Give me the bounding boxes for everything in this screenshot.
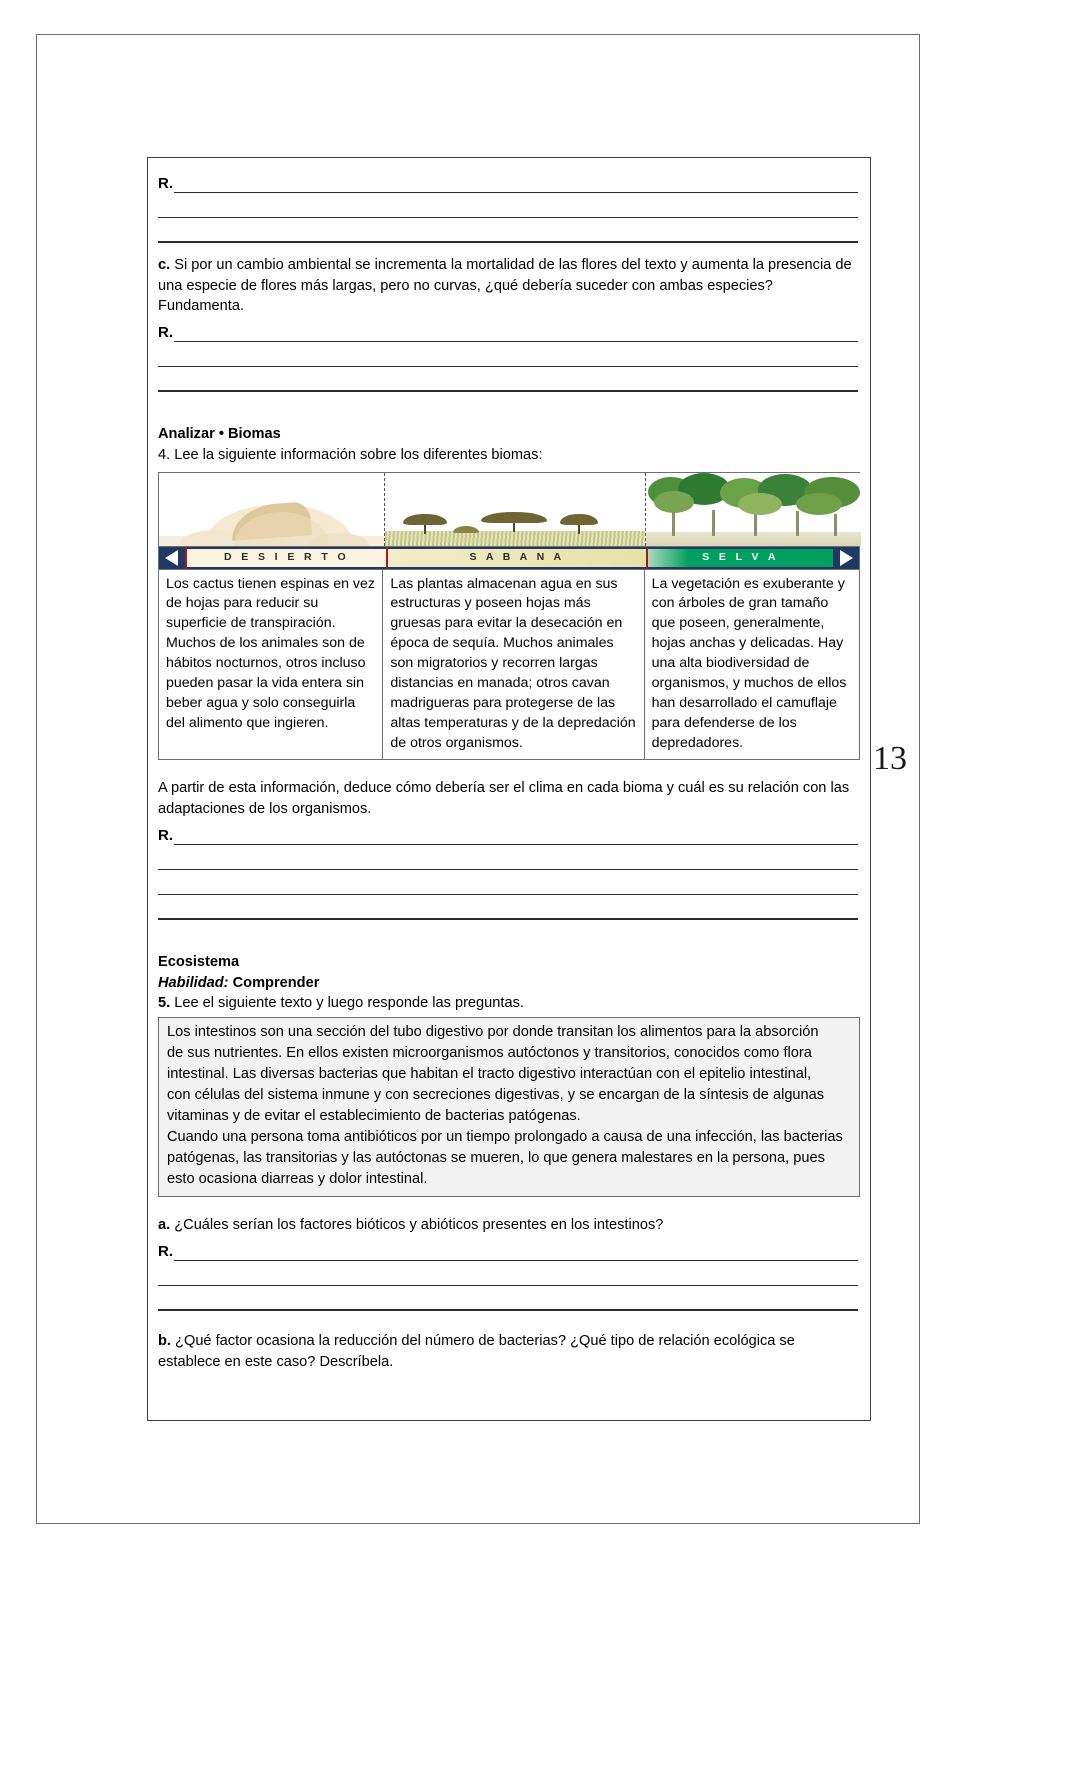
ecosistema-heading: Ecosistema <box>158 953 240 970</box>
reading-passage-box <box>158 1017 860 1197</box>
spacer <box>158 1197 858 1215</box>
answer-writing-line[interactable] <box>158 898 858 920</box>
answer-line[interactable] <box>158 845 858 870</box>
biome-label-selva: S E L V A <box>648 547 833 569</box>
habilidad-value: Comprender <box>232 974 320 991</box>
question-b-text: ¿Qué factor ocasiona la reducción del número de bacterias? ¿Qué tipo de relación ecológica se establece en este caso? Descríbela. <box>158 1332 795 1370</box>
answer-line[interactable] <box>158 193 858 218</box>
answer-line[interactable] <box>158 895 858 920</box>
spacer <box>158 760 858 778</box>
tree-trunk-icon <box>712 510 715 536</box>
biome-gradient-bar <box>159 546 859 569</box>
answer-line[interactable] <box>158 870 858 895</box>
answer-label: R. <box>158 826 173 844</box>
question-c <box>158 255 858 317</box>
answer-line[interactable] <box>158 820 858 845</box>
reading-line: Los intestinos son una sección del tubo digestivo por donde transitan los alimentos para la absorción <box>167 1024 819 1041</box>
answer-label: R. <box>158 324 173 342</box>
reading-line: Cuando una persona toma antibióticos por un tiempo prolongado a causa de una infección, las bacterias <box>167 1129 843 1146</box>
answer-writing-line[interactable] <box>158 197 858 218</box>
answer-line[interactable] <box>158 1261 858 1286</box>
arrow-right-icon <box>833 547 859 569</box>
answer-line[interactable] <box>158 367 858 392</box>
canopy-icon <box>796 493 842 515</box>
question-b <box>158 1331 858 1372</box>
reading-line: con células del sistema inmune y con secreciones digestivas, y se encargan de la síntesis de algunas vitaminas y de evitar el establecimiento de bacterias patógenas. <box>167 1087 825 1125</box>
answer-writing-line[interactable] <box>158 1289 858 1311</box>
analizar-instruction: 4. Lee la siguiente información sobre los diferentes biomas: <box>158 446 543 463</box>
tree-trunk-icon <box>834 514 837 536</box>
spacer <box>158 245 858 255</box>
answer-block-top <box>158 168 858 243</box>
answer-label: R. <box>158 1242 173 1260</box>
answer-writing-line[interactable] <box>158 1265 858 1286</box>
biome-description-selva: La vegetación es exuberante y con árboles de gran tamaño que poseen, generalmente, hojas anchas y delicadas. Hay una alta biodiversidad de organismos, y muchos de ellos han desarrollado el camuflaje para defenderse de los depredadores. <box>651 575 847 751</box>
question-c-text: Si por un cambio ambiental se incrementa la mortalidad de las flores del texto y aumenta la presencia de una especie de flores más largas, pero no curvas, ¿qué debería suceder con ambas especies? Fundamenta. <box>158 257 852 315</box>
answer-writing-line[interactable] <box>158 221 858 243</box>
habilidad-line <box>158 973 858 994</box>
answer-line[interactable] <box>158 342 858 367</box>
answer-line[interactable] <box>158 1236 858 1261</box>
tree-trunk-icon <box>796 511 799 536</box>
spacer <box>158 922 858 952</box>
spacer <box>158 394 858 424</box>
answer-label: R. <box>158 175 173 192</box>
answer-writing-line[interactable] <box>174 175 858 193</box>
desert-illustration <box>159 473 384 546</box>
page-number: 13 <box>873 740 907 777</box>
ecosistema-instruction-text: Lee el siguiente texto y luego responde las preguntas. <box>174 995 524 1012</box>
deduction-text: A partir de esta información, deduce cómo debería ser el clima en cada bioma y cuál es su relación con las adaptaciones de los organismos. <box>158 780 850 818</box>
ecosistema-instruction <box>158 993 858 1014</box>
rainforest-illustration <box>645 473 861 546</box>
biome-label-desierto: D E S I E R T O <box>187 547 386 569</box>
answer-writing-line[interactable] <box>158 849 858 870</box>
spacer <box>158 1313 858 1331</box>
question-b-marker: b. <box>158 1332 171 1349</box>
answer-writing-line[interactable] <box>158 874 858 895</box>
page-frame <box>36 34 920 1524</box>
habilidad-label: Habilidad: <box>158 974 229 991</box>
biome-description-desierto: Los cactus tienen espinas en vez de hojas para reducir su superficie de transpiración. Muchos de los animales son de hábitos nocturnos, otros incluso pueden pasar la vida entera sin beber agua y solo conseguirla del alimento que ingieren. <box>159 570 383 760</box>
acacia-tree-icon <box>481 512 547 532</box>
biome-label-sabana: S A B A N A <box>388 547 646 569</box>
biome-description-sabana: Las plantas almacenan agua en sus estructuras y poseen hojas más gruesas para evitar la desecación en época de sequía. Muchos animales son migratorios y recorren largas distancias en manada; otros cavan madrigueras para protegerse de las altas temperaturas y de la depredación de otros organismos. <box>383 570 644 760</box>
answer-writing-line[interactable] <box>174 827 858 845</box>
question-a <box>158 1215 858 1236</box>
reading-line: de sus nutrientes. En ellos existen microorganismos autóctonos y transitorios, conocidos como flora intestinal. Las diversas bacterias que habitan el tracto digestivo interactúan con el epitelio intestinal, <box>167 1045 812 1083</box>
bush-icon <box>453 526 479 533</box>
answer-line[interactable] <box>158 168 858 193</box>
biome-descriptions <box>159 569 859 760</box>
acacia-tree-icon <box>403 514 447 534</box>
canopy-icon <box>654 491 694 513</box>
ecosistema-instruction-marker: 5. <box>158 995 171 1012</box>
answer-writing-line[interactable] <box>174 1243 858 1261</box>
canopy-icon <box>738 493 782 515</box>
answer-writing-line[interactable] <box>158 370 858 392</box>
answer-block-a <box>158 1236 858 1311</box>
savanna-illustration <box>384 473 645 546</box>
answer-block-deduction <box>158 820 858 920</box>
worksheet-content <box>147 157 871 1421</box>
question-a-marker: a. <box>158 1217 171 1234</box>
biome-figure <box>158 472 860 761</box>
answer-writing-line[interactable] <box>158 346 858 367</box>
answer-line[interactable] <box>158 1286 858 1311</box>
reading-line: patógenas, las transitorias y las autóctonas se mueren, lo que genera malestares en la persona, pues esto ocasiona diarreas y dolor intestinal. <box>167 1150 825 1188</box>
answer-line[interactable] <box>158 317 858 342</box>
analizar-heading: Analizar • Biomas <box>158 426 281 443</box>
answer-line[interactable] <box>158 218 858 243</box>
answer-block-c <box>158 317 858 392</box>
biome-illustration <box>159 473 859 546</box>
answer-writing-line[interactable] <box>174 324 858 342</box>
tree-trunk-icon <box>754 513 757 536</box>
tree-trunk-icon <box>672 512 675 536</box>
question-a-text: ¿Cuáles serían los factores bióticos y abióticos presentes en los intestinos? <box>174 1217 664 1234</box>
arrow-left-icon <box>159 547 185 569</box>
acacia-tree-icon <box>560 514 598 534</box>
question-c-marker: c. <box>158 257 171 273</box>
